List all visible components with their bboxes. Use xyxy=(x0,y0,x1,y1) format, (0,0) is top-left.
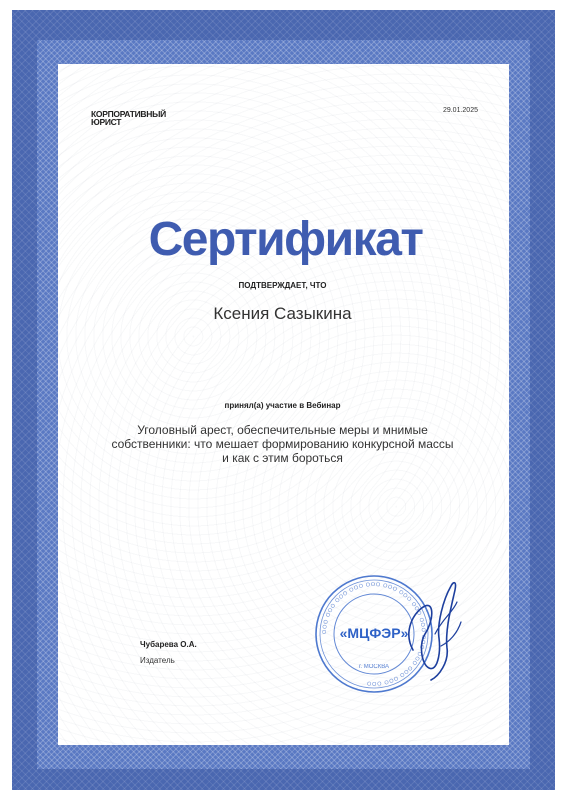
issue-date: 29.01.2025 xyxy=(442,107,478,114)
recipient-name: Ксения Сазыкина xyxy=(213,304,352,323)
svg-text:ООО ООО ООО ООО ООО ООО ООО ОО: ООО ООО ООО ООО ООО ООО ООО ООО ООО ООО ООО ООО ООО ООО xyxy=(321,581,427,687)
webinar-topic: Уголовный арест, обеспечительные меры и мнимые собственники: что мешает формированию конкурсной массы и как с этим бороться xyxy=(111,423,454,465)
certificate-title: Сертификат xyxy=(148,213,423,266)
signature-icon xyxy=(395,572,470,687)
signer-name: Чубарева О.А. xyxy=(140,640,197,649)
signer-role: Издатель xyxy=(140,656,175,665)
publisher-logo xyxy=(91,110,166,126)
seal-city-text: г. МОСКВА xyxy=(358,664,390,670)
participation-caption: принял(а) участие в Вебинар xyxy=(224,401,341,410)
logo-line-2: ЮРИСТ xyxy=(91,117,122,127)
logo-line-1: КОРПОРАТИВНЫЙ xyxy=(91,109,166,119)
seal-center-text: «МЦФЭР» xyxy=(339,625,409,641)
confirms-caption: ПОДТВЕРЖДАЕТ, ЧТО xyxy=(238,281,327,290)
